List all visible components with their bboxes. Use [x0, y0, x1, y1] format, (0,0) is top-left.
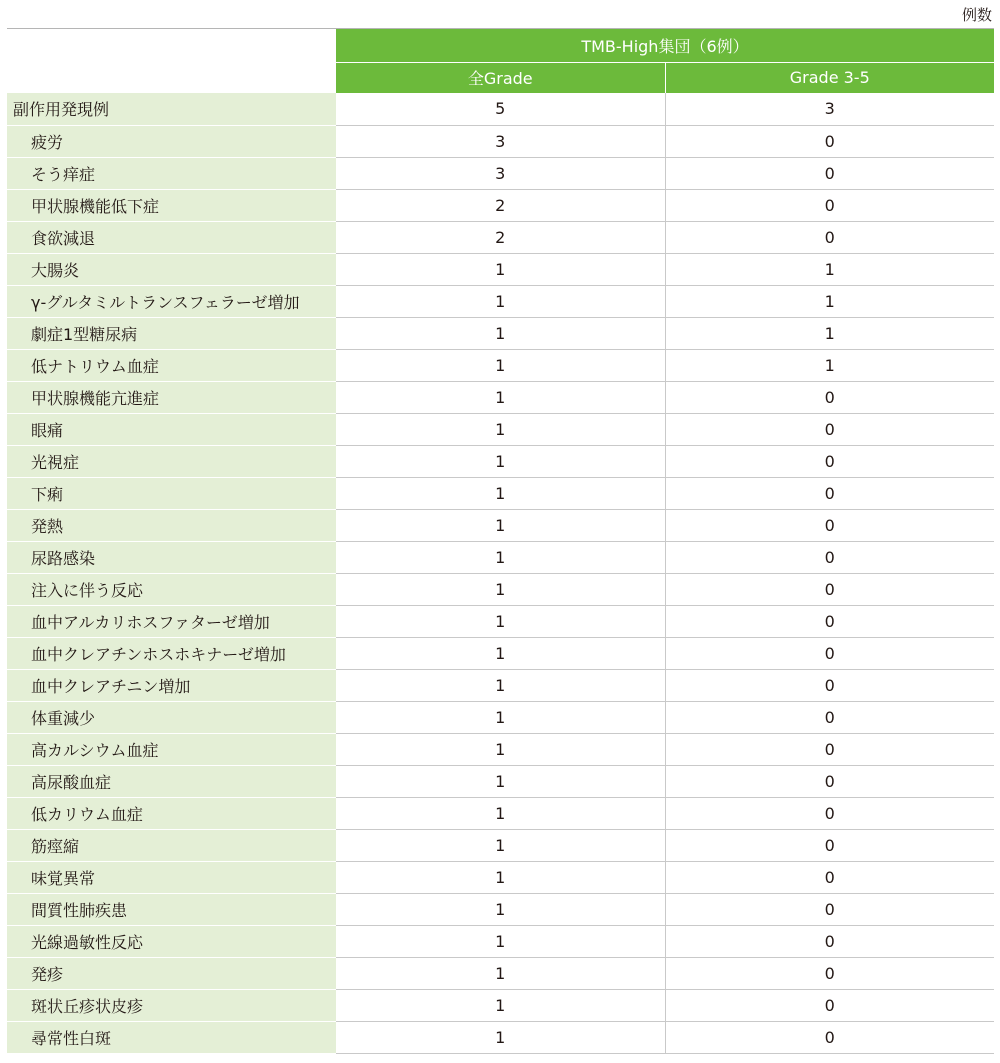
row-reaction-name: 劇症1型糖尿病	[7, 317, 336, 349]
row-all-grade-count: 1	[336, 989, 665, 1021]
header-all-grade: 全Grade	[336, 62, 665, 93]
table-row	[7, 221, 994, 253]
row-grade-3-5-count: 0	[665, 1021, 994, 1053]
row-reaction-name: 味覚異常	[7, 861, 336, 893]
row-all-grade-count: 2	[336, 221, 665, 253]
row-all-grade-count: 1	[336, 765, 665, 797]
table-row	[7, 669, 994, 701]
row-grade-3-5-count: 0	[665, 861, 994, 893]
table-row	[7, 189, 994, 221]
row-reaction-name: 体重減少	[7, 701, 336, 733]
table-row	[7, 637, 994, 669]
table-row	[7, 349, 994, 381]
row-reaction-name: 疲労	[7, 125, 336, 157]
table-row	[7, 93, 994, 125]
row-reaction-name: 注入に伴う反応	[7, 573, 336, 605]
row-all-grade-count: 3	[336, 157, 665, 189]
table-row	[7, 157, 994, 189]
table-row	[7, 861, 994, 893]
row-all-grade-count: 1	[336, 1021, 665, 1053]
header-group-row	[7, 29, 994, 62]
row-grade-3-5-count: 1	[665, 285, 994, 317]
table-row	[7, 797, 994, 829]
unit-label: 例数	[961, 6, 992, 24]
row-grade-3-5-count: 0	[665, 957, 994, 989]
table-row	[7, 125, 994, 157]
row-all-grade-count: 1	[336, 893, 665, 925]
row-reaction-name: 発熱	[7, 509, 336, 541]
table-row	[7, 573, 994, 605]
row-all-grade-count: 1	[336, 381, 665, 413]
row-grade-3-5-count: 0	[665, 189, 994, 221]
row-all-grade-count: 1	[336, 349, 665, 381]
row-reaction-name: 甲状腺機能亢進症	[7, 381, 336, 413]
row-grade-3-5-count: 1	[665, 349, 994, 381]
table-row	[7, 509, 994, 541]
table-row	[7, 765, 994, 797]
row-grade-3-5-count: 0	[665, 125, 994, 157]
header-group-label: TMB-High集団（6例）	[336, 29, 994, 62]
row-all-grade-count: 1	[336, 925, 665, 957]
table-row	[7, 829, 994, 861]
row-reaction-name: 尋常性白斑	[7, 1021, 336, 1053]
row-grade-3-5-count: 0	[665, 765, 994, 797]
row-grade-3-5-count: 0	[665, 605, 994, 637]
row-grade-3-5-count: 1	[665, 253, 994, 285]
row-all-grade-count: 1	[336, 317, 665, 349]
row-reaction-name: 眼痛	[7, 413, 336, 445]
row-grade-3-5-count: 0	[665, 925, 994, 957]
row-grade-3-5-count: 1	[665, 317, 994, 349]
row-reaction-name: 食欲減退	[7, 221, 336, 253]
table-row	[7, 925, 994, 957]
row-grade-3-5-count: 0	[665, 509, 994, 541]
table-row	[7, 1021, 994, 1053]
table-row	[7, 285, 994, 317]
row-all-grade-count: 1	[336, 797, 665, 829]
row-all-grade-count: 1	[336, 509, 665, 541]
row-reaction-name: 副作用発現例	[7, 93, 336, 125]
row-all-grade-count: 1	[336, 669, 665, 701]
row-all-grade-count: 1	[336, 829, 665, 861]
row-all-grade-count: 1	[336, 701, 665, 733]
row-reaction-name: 血中クレアチンホスホキナーゼ増加	[7, 637, 336, 669]
row-grade-3-5-count: 0	[665, 733, 994, 765]
row-all-grade-count: 1	[336, 605, 665, 637]
row-all-grade-count: 3	[336, 125, 665, 157]
row-grade-3-5-count: 0	[665, 669, 994, 701]
row-grade-3-5-count: 0	[665, 477, 994, 509]
table-row	[7, 253, 994, 285]
row-grade-3-5-count: 0	[665, 541, 994, 573]
row-reaction-name: 尿路感染	[7, 541, 336, 573]
row-grade-3-5-count: 3	[665, 93, 994, 125]
row-grade-3-5-count: 0	[665, 413, 994, 445]
row-all-grade-count: 5	[336, 93, 665, 125]
table-row	[7, 893, 994, 925]
row-reaction-name: 斑状丘疹状皮疹	[7, 989, 336, 1021]
row-reaction-name: 低ナトリウム血症	[7, 349, 336, 381]
row-reaction-name: 甲状腺機能低下症	[7, 189, 336, 221]
row-reaction-name: 高尿酸血症	[7, 765, 336, 797]
row-all-grade-count: 1	[336, 253, 665, 285]
table-row	[7, 733, 994, 765]
row-all-grade-count: 1	[336, 445, 665, 477]
row-all-grade-count: 1	[336, 573, 665, 605]
row-grade-3-5-count: 0	[665, 829, 994, 861]
row-all-grade-count: 1	[336, 637, 665, 669]
row-grade-3-5-count: 0	[665, 893, 994, 925]
row-reaction-name: 血中クレアチニン増加	[7, 669, 336, 701]
row-reaction-name: γ-グルタミルトランスフェラーゼ増加	[7, 285, 336, 317]
table-row	[7, 413, 994, 445]
header-empty-cell	[7, 62, 336, 93]
row-grade-3-5-count: 0	[665, 573, 994, 605]
row-grade-3-5-count: 0	[665, 445, 994, 477]
table-row	[7, 317, 994, 349]
row-all-grade-count: 1	[336, 477, 665, 509]
row-reaction-name: 下痢	[7, 477, 336, 509]
table-row	[7, 477, 994, 509]
header-grade-3-5: Grade 3-5	[665, 62, 994, 93]
row-reaction-name: 光視症	[7, 445, 336, 477]
row-all-grade-count: 1	[336, 285, 665, 317]
table-row	[7, 957, 994, 989]
table-row	[7, 541, 994, 573]
row-reaction-name: 高カルシウム血症	[7, 733, 336, 765]
row-reaction-name: 大腸炎	[7, 253, 336, 285]
row-all-grade-count: 1	[336, 733, 665, 765]
row-all-grade-count: 2	[336, 189, 665, 221]
row-grade-3-5-count: 0	[665, 157, 994, 189]
table-body	[7, 93, 994, 1053]
table-row	[7, 989, 994, 1021]
row-reaction-name: 血中アルカリホスファターゼ増加	[7, 605, 336, 637]
table-row	[7, 381, 994, 413]
row-all-grade-count: 1	[336, 541, 665, 573]
header-sub-row	[7, 62, 994, 93]
row-grade-3-5-count: 0	[665, 701, 994, 733]
row-reaction-name: 間質性肺疾患	[7, 893, 336, 925]
row-grade-3-5-count: 0	[665, 797, 994, 829]
table-row	[7, 605, 994, 637]
row-reaction-name: 筋痙縮	[7, 829, 336, 861]
adverse-reaction-table	[7, 28, 994, 1054]
header-empty-cell	[7, 29, 336, 62]
row-grade-3-5-count: 0	[665, 637, 994, 669]
row-reaction-name: 発疹	[7, 957, 336, 989]
row-all-grade-count: 1	[336, 861, 665, 893]
table-row	[7, 701, 994, 733]
row-reaction-name: 光線過敏性反応	[7, 925, 336, 957]
table-row	[7, 445, 994, 477]
row-all-grade-count: 1	[336, 413, 665, 445]
row-all-grade-count: 1	[336, 957, 665, 989]
row-grade-3-5-count: 0	[665, 381, 994, 413]
row-reaction-name: そう痒症	[7, 157, 336, 189]
row-grade-3-5-count: 0	[665, 221, 994, 253]
row-grade-3-5-count: 0	[665, 989, 994, 1021]
row-reaction-name: 低カリウム血症	[7, 797, 336, 829]
